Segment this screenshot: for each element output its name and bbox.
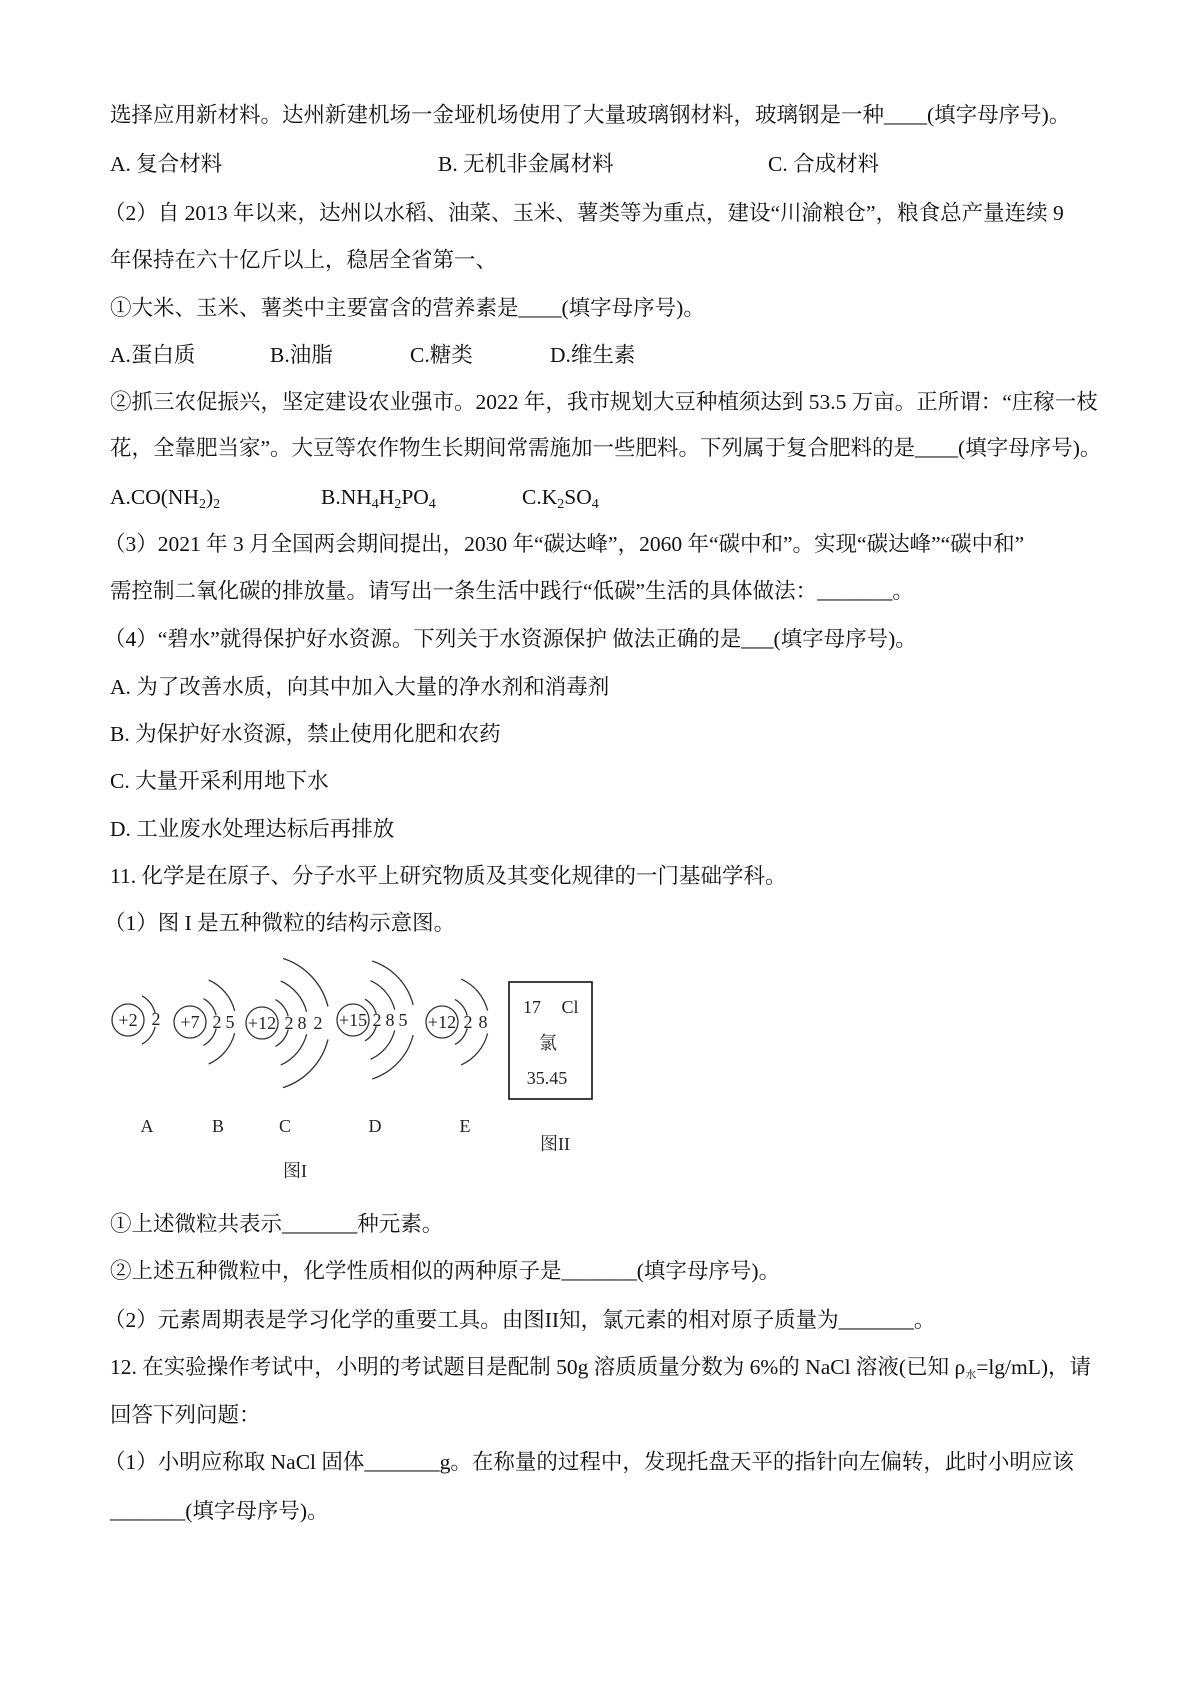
- electron-shell-arc: [283, 1039, 328, 1087]
- option-b: B. 无机非金属材料: [438, 152, 614, 176]
- formula-sub: 4: [591, 497, 599, 512]
- q11-part2-text: （2）元素周期表是学习化学的重要工具。由图II知，氯元素的相对原子质量为_______。: [104, 1308, 936, 1332]
- density-subscript: 水: [965, 1369, 977, 1381]
- formula-sub: 2: [213, 497, 221, 512]
- shell-electrons: 8: [478, 1012, 488, 1032]
- formula-text: B.NH: [321, 485, 372, 509]
- formula-text: C.K: [522, 485, 558, 509]
- option-a-formula: [110, 484, 220, 510]
- shell-electrons: 2: [463, 1012, 473, 1032]
- nucleus-charge-c: +12: [247, 1013, 277, 1033]
- particle-label-a: A: [140, 1116, 154, 1136]
- formula-sub: 2: [394, 497, 402, 512]
- option-d: D.维生素: [550, 343, 636, 367]
- electron-shell-arc: [283, 958, 328, 1006]
- q12-text-line: 回答下列问题：: [110, 1403, 261, 1427]
- nucleus-charge-e: +12: [427, 1012, 457, 1032]
- element-name: 氯: [539, 1033, 557, 1053]
- figure-1-caption: 图I: [283, 1161, 307, 1181]
- option-c: C. 大量开采利用地下水: [110, 769, 329, 793]
- q12-text-line: [110, 1354, 1091, 1380]
- q11-part1-text: （1）图 I 是五种微粒的结构示意图。: [104, 911, 456, 935]
- q10-part2-question1: ①大米、玉米、薯类中主要富含的营养素是____(填字母序号)。: [110, 296, 705, 320]
- q11-question1: ①上述微粒共表示_______种元素。: [110, 1212, 444, 1236]
- formula-sub: 2: [198, 497, 206, 512]
- shell-electrons: 2: [372, 1010, 382, 1030]
- q10-part3-text: （3）2021 年 3 月全国两会期间提出，2030 年“碳达峰”，2060 年“碳中和”。实现“碳达峰”“碳中和”: [104, 532, 1025, 556]
- q10-part2-text: 年保持在六十亿斤以上，稳居全省第一、: [110, 248, 498, 272]
- q10-part2-question2: ②抓三农促振兴，坚定建设农业强市。2022 年，我市规划大豆种植须达到 53.5 万亩。正所谓：“庄稼一枝: [110, 390, 1098, 414]
- formula-sub: 4: [428, 497, 436, 512]
- electron-shell-arc: [142, 1027, 155, 1044]
- formula-text: ): [205, 485, 214, 509]
- option-b: B. 为保护好水资源，禁止使用化肥和农药: [110, 722, 501, 746]
- shell-electrons: 2: [212, 1012, 222, 1032]
- q10-part3-text: 需控制二氧化碳的排放量。请写出一条生活中践行“低碳”生活的具体做法：_______。: [110, 579, 914, 603]
- option-c-formula: [522, 484, 599, 510]
- nucleus-charge-d: +15: [338, 1010, 368, 1030]
- option-a: A. 复合材料: [110, 152, 223, 176]
- figure-2-caption: 图II: [540, 1134, 570, 1154]
- q10-part2-text: （2）自 2013 年以来，达州以水稻、油菜、玉米、薯类等为重点，建设“川渝粮仓”，粮食总产量连续 9: [104, 201, 1064, 225]
- q11-title: 11. 化学是在原子、分子水平上研究物质及其变化规律的一门基础学科。: [110, 864, 787, 888]
- particle-label-c: C: [278, 1116, 292, 1136]
- particle-label-d: D: [368, 1116, 382, 1136]
- electron-shell-arc: [461, 1033, 487, 1065]
- option-c: C.糖类: [410, 343, 473, 367]
- atomic-number: 17: [523, 997, 541, 1017]
- electron-shell-arc: [372, 961, 413, 1005]
- q10-part4-text: （4）“碧水”就得保护好水资源。下列关于水资源保护 做法正确的是___(填字母序号)。: [104, 627, 917, 651]
- shell-electrons: 2: [151, 1009, 161, 1029]
- electron-shell-arc: [372, 1035, 413, 1079]
- option-d: D. 工业废水处理达标后再排放: [110, 817, 395, 841]
- q11-question2: ②上述五种微粒中，化学性质相似的两种原子是_______(填字母序号)。: [110, 1259, 781, 1283]
- particle-label-e: E: [459, 1116, 471, 1136]
- q12-text: =lg/mL)，请: [976, 1355, 1092, 1379]
- electron-shell-arc: [370, 981, 394, 1010]
- q12-part1-text: _______(填字母序号)。: [110, 1499, 329, 1523]
- formula-text: SO: [564, 485, 592, 509]
- particle-label-b: B: [211, 1116, 225, 1136]
- nucleus-charge-a: +2: [118, 1010, 138, 1030]
- electron-shell-arc: [461, 979, 487, 1011]
- formula-text: PO: [401, 485, 429, 509]
- atomic-structure-figures: [0, 940, 700, 1190]
- shell-electrons: 8: [385, 1010, 395, 1030]
- option-b: B.油脂: [270, 343, 333, 367]
- formula-text: H: [378, 485, 395, 509]
- q12-part1-text: （1）小明应称取 NaCl 固体_______g。在称量的过程中，发现托盘天平的指针向左偏转，此时小明应该: [104, 1450, 1074, 1474]
- option-b-formula: [321, 484, 436, 510]
- shell-electrons: 5: [225, 1012, 235, 1032]
- formula-sub: 2: [557, 497, 565, 512]
- formula-sub: 4: [371, 497, 379, 512]
- shell-electrons: 2: [284, 1013, 294, 1033]
- option-a: A. 为了改善水质，向其中加入大量的净水剂和消毒剂: [110, 675, 610, 699]
- q10-part2-question2: 花，全靠肥当家”。大豆等农作物生长期间常需施加一些肥料。下列属于复合肥料的是____(填字母序号)。: [110, 436, 1102, 460]
- atomic-mass: 35.45: [526, 1068, 568, 1088]
- element-symbol: Cl: [561, 997, 579, 1017]
- q10-text-line: 选择应用新材料。达州新建机场一金垭机场使用了大量玻璃钢材料，玻璃钢是一种____(填字母序号)。: [110, 103, 1071, 127]
- q12-text: 12. 在实验操作考试中，小明的考试题目是配制 50g 溶质质量分数为 6%的 NaCl 溶液(已知 ρ: [110, 1355, 966, 1379]
- shell-electrons: 5: [398, 1010, 408, 1030]
- option-c: C. 合成材料: [768, 152, 880, 176]
- option-a: A.蛋白质: [110, 343, 196, 367]
- shell-electrons: 8: [297, 1013, 307, 1033]
- shell-electrons: 2: [313, 1013, 323, 1033]
- nucleus-charge-b: +7: [180, 1012, 200, 1032]
- formula-text: A.CO(NH: [110, 485, 199, 509]
- electron-shell-arc: [370, 1030, 394, 1059]
